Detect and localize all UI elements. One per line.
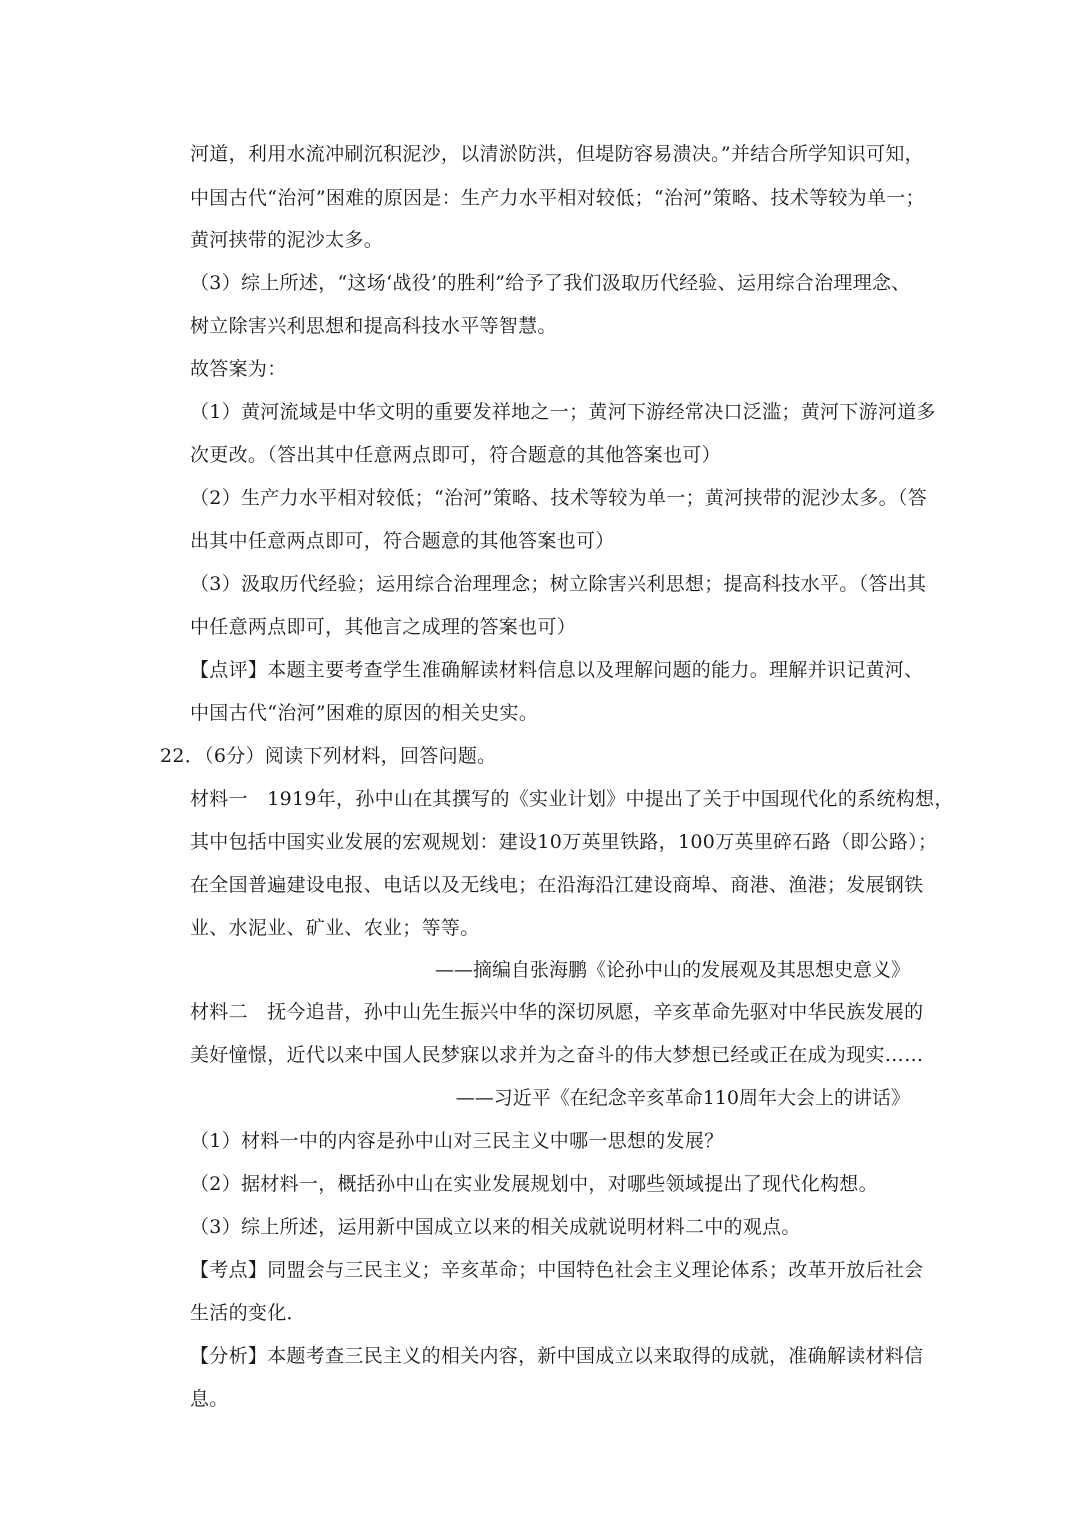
comment-text: 【点评】本题主要考查学生准确解读材料信息以及理解问题的能力。理解并识记黄河、 [190,659,924,681]
sub-question-1: （1）材料一中的内容是孙中山对三民主义中哪一思想的发展？ [190,1130,724,1152]
answer-item-3: （3）汲取历代经验；运用综合治理理念；树立除害兴利思想；提高科技水平。（答出其 [190,573,927,595]
material-2-text: 材料二 抚今追昔，孙中山先生振兴中华的深切夙愿，辛亥革命先驱对中华民族发展的 [190,1001,924,1023]
sub-question-3: （3）综上所述，运用新中国成立以来的相关成就说明材料二中的观点。 [190,1216,801,1238]
answer-item-1-cont: 次更改。（答出其中任意两点即可，符合题意的其他答案也可） [190,444,721,466]
answer-text-line: （3）综上所述，“这场‘战役’的胜利”给予了我们汲取历代经验、运用综合治理理念、 [190,272,911,294]
material-1-text: 在全国普遍建设电报、电话以及无线电；在沿海沿江建设商埠、商港、渔港；发展钢铁 [190,874,924,896]
material-1-source: ——摘编自张海鹏《论孙中山的发展观及其思想史意义》 [434,959,910,981]
material-2-text: 美好憧憬，近代以来中国人民梦寐以求并为之奋斗的伟大梦想已经或正在成为现实…… [190,1044,924,1066]
answer-heading: 故答案为： [190,358,287,380]
material-1-text: 业、水泥业、矿业、农业；等等。 [190,917,480,939]
question-22-heading: 22．（6分）阅读下列材料，回答问题。 [160,745,497,767]
material-1-text: 其中包括中国实业发展的宏观规划：建设10万英里铁路，100万英里碎石路（即公路）； [190,831,938,853]
analysis-text-cont: 息。 [190,1388,229,1410]
sub-question-2: （2）据材料一，概括孙中山在实业发展规划中，对哪些领域提出了现代化构想。 [190,1173,878,1195]
knowledge-point: 【考点】同盟会与三民主义；辛亥革命；中国特色社会主义理论体系；改革开放后社会 [190,1259,924,1281]
answer-text-line: 黄河挟带的泥沙太多。 [190,229,384,251]
answer-item-1: （1）黄河流域是中华文明的重要发祥地之一；黄河下游经常决口泛滥；黄河下游河道多 [190,401,936,423]
answer-item-2-cont: 出其中任意两点即可，符合题意的其他答案也可） [190,530,615,552]
material-1-text: 材料一 1919年，孙中山在其撰写的《实业计划》中提出了关于中国现代化的系统构想， [190,788,954,810]
answer-text-line: 中国古代“治河”困难的原因是：生产力水平相对较低；“治河”策略、技术等较为单一； [190,187,925,209]
comment-text-cont: 中国古代“治河”困难的原因的相关史实。 [190,702,539,724]
answer-text-line: 河道，利用水流冲刷沉积泥沙，以清淤防洪，但堤防容易溃决。”并结合所学知识可知， [190,143,924,165]
knowledge-point-cont: 生活的变化． [190,1302,306,1324]
answer-item-3-cont: 中任意两点即可，其他言之成理的答案也可） [190,616,577,638]
answer-item-2: （2）生产力水平相对较低；“治河”策略、技术等较为单一；黄河挟带的泥沙太多。（答 [190,487,928,509]
answer-text-line: 树立除害兴利思想和提高科技水平等智慧。 [190,315,557,337]
material-2-source: ——习近平《在纪念辛亥革命110周年大会上的讲话》 [455,1087,910,1109]
analysis-text: 【分析】本题考查三民主义的相关内容，新中国成立以来取得的成就，准确解读材料信 [190,1345,924,1367]
